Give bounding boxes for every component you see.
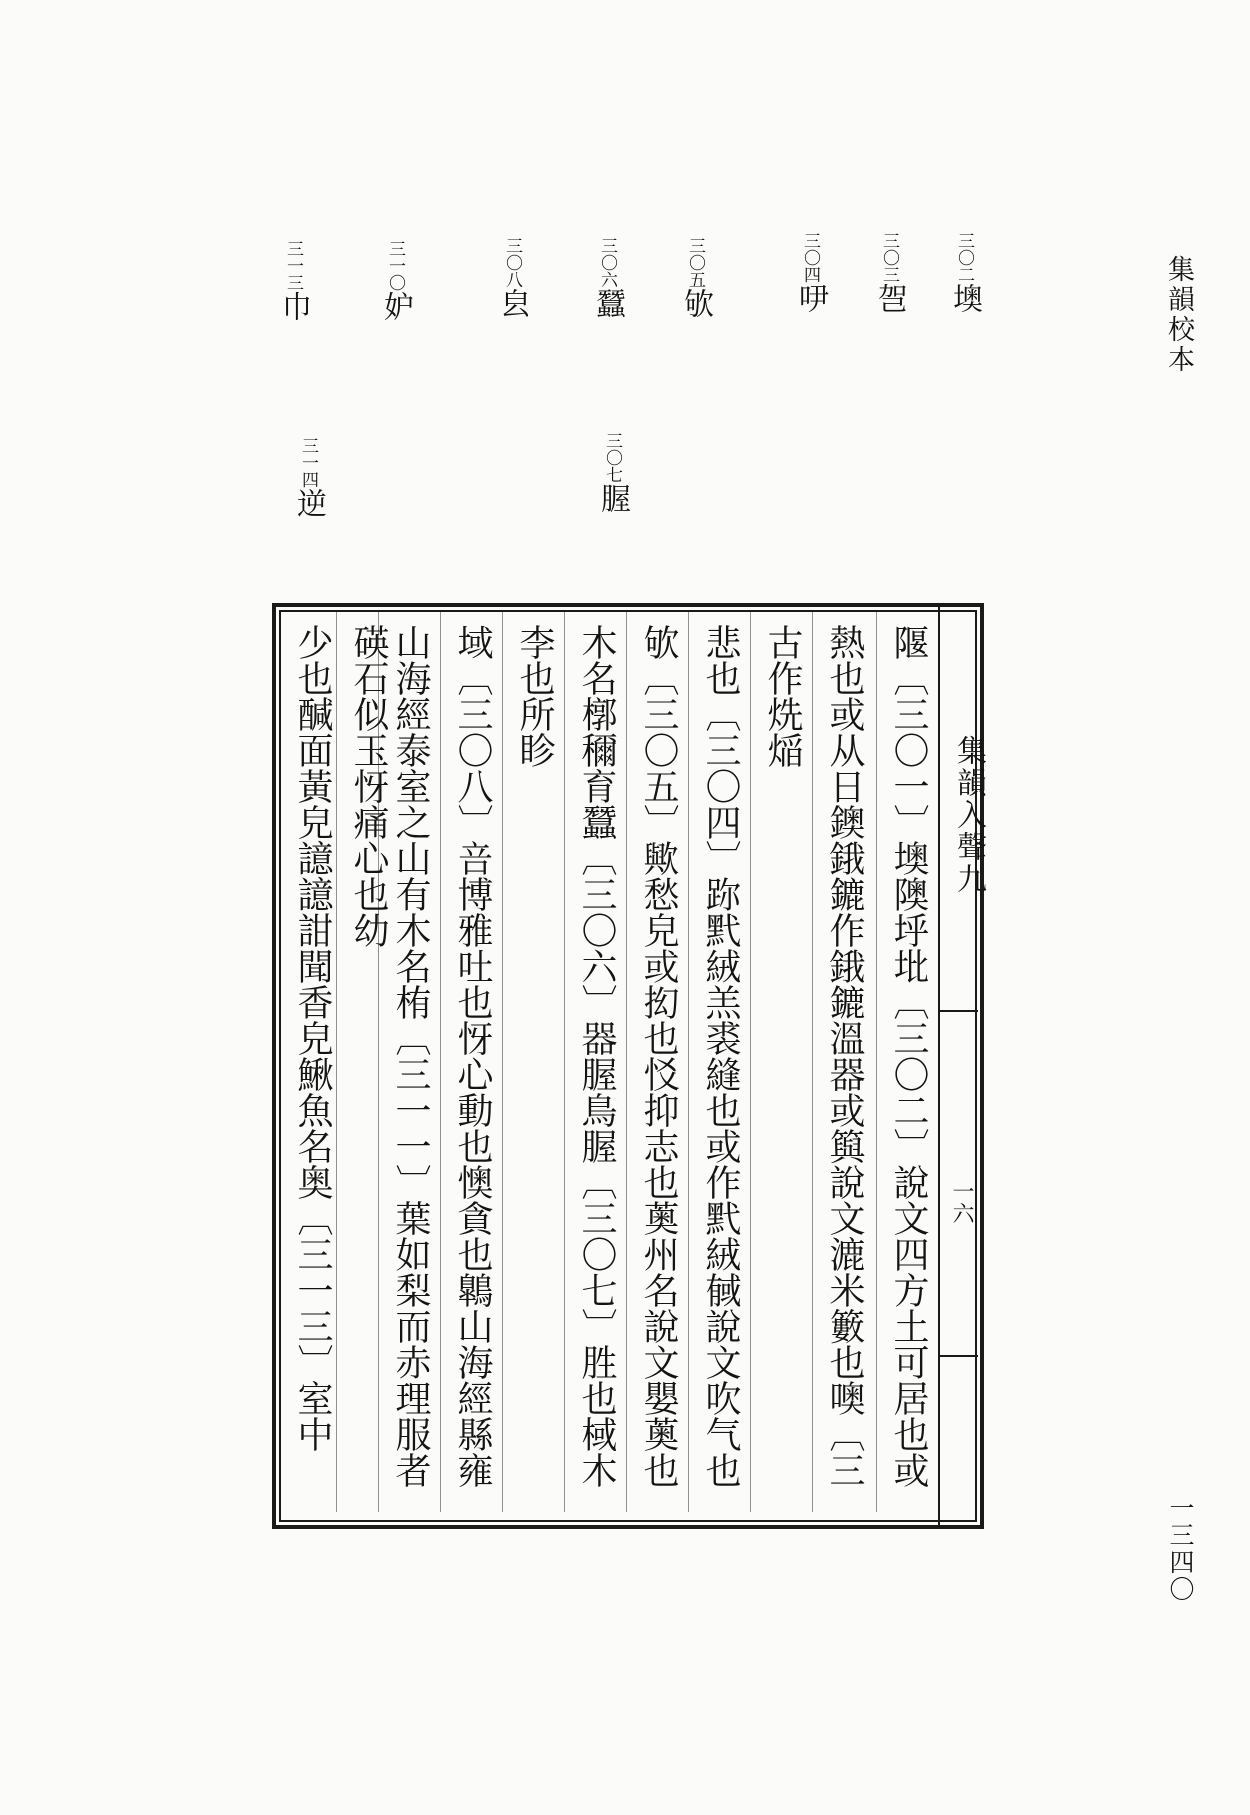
collation-note <box>291 437 326 519</box>
note-number: 三一〇 <box>385 240 405 291</box>
text-column: 少也醎面黃皃譩譩詌聞香皃鰍魚名奥〔三一三〕室中 <box>292 624 333 1452</box>
note-text: 墺 <box>947 283 982 314</box>
note-text: 吚 <box>793 283 828 314</box>
text-column: 木名槨穪育蠶〔三〇六〕器腛鳥腛〔三〇七〕胜也棫木 <box>576 624 617 1488</box>
collation-note <box>276 240 311 322</box>
note-number: 三一四 <box>298 437 318 488</box>
text-column: 山海經泰室之山有木名栯〔三一一〕葉如梨而赤理服者 <box>390 624 431 1488</box>
collation-note <box>793 232 828 314</box>
text-column: 熱也或从日鐭鋨鏕作鋨鏕溫器或籅說文漉米籔也噢〔三 <box>824 624 865 1488</box>
text-column: 域〔三〇八〕咅博雅吐也㤉心動也懊貪也鷱山海經縣雍 <box>452 624 493 1488</box>
note-text: 逆 <box>291 488 326 519</box>
collation-note <box>947 232 982 314</box>
note-number: 三〇二 <box>954 232 974 283</box>
note-text: 蠶 <box>590 288 625 319</box>
note-text: 腛 <box>595 483 630 514</box>
text-column: 李也所眕 <box>514 624 555 768</box>
note-number: 三〇四 <box>800 232 820 283</box>
text-column: 隁〔三〇一〕墺隩垀㘩〔三〇二〕說文四方土可居也或 <box>888 624 929 1488</box>
collation-note <box>595 432 630 514</box>
note-number: 三〇三 <box>879 232 899 283</box>
page-number: 一三四〇 <box>1166 1495 1195 1603</box>
text-column: 欨〔三〇五〕歟愁皃或抝也㤊抑志也薁州名說文嬰薁也 <box>638 624 679 1488</box>
note-text: 㿝 <box>495 288 530 319</box>
text-column: 古作烍㷔 <box>762 624 803 768</box>
note-number: 三〇八 <box>502 237 522 288</box>
collation-note <box>378 240 413 322</box>
note-text: 妒 <box>378 291 413 322</box>
note-number: 三〇七 <box>602 432 622 483</box>
note-text: 欨 <box>678 288 713 319</box>
note-number: 三一三 <box>283 240 303 291</box>
collation-note <box>678 237 713 319</box>
block-title: 集韻入聲九 <box>951 735 986 895</box>
collation-note <box>590 237 625 319</box>
text-column: 碤石似玉㤉痛心也幼 <box>348 624 389 948</box>
note-text: 㠰 <box>872 283 907 314</box>
fish-tail-mark <box>938 1010 978 1012</box>
collation-note <box>872 232 907 314</box>
fish-tail-mark <box>938 1355 978 1357</box>
note-number: 三〇六 <box>597 237 617 288</box>
running-title: 集韻校本 <box>1163 255 1194 375</box>
note-number: 三〇五 <box>685 237 705 288</box>
folio-number: 一六 <box>949 1180 974 1224</box>
collation-note <box>495 237 530 319</box>
note-text: 巾 <box>276 291 311 322</box>
text-column: 悲也〔三〇四〕䟢黓絨羔裘縫也或作黓絨戫說文吹气也 <box>700 624 741 1488</box>
